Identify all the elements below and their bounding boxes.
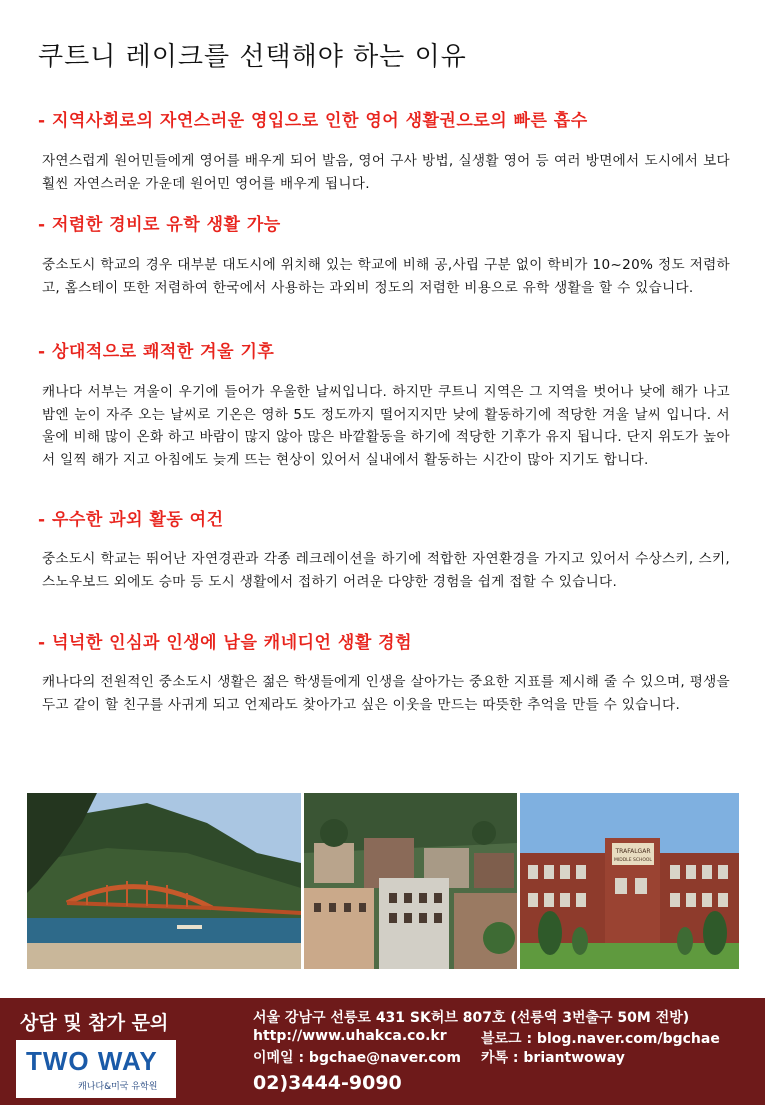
footer-title: 상담 및 참가 문의 [20, 1012, 169, 1034]
school-sign-line1: TRAFALGAR [615, 848, 651, 855]
page-title: 쿠트니 레이크를 선택해야 하는 이유 [38, 42, 467, 72]
logo-text: TWO WAY [26, 1046, 158, 1076]
section-heading-activities: - 우수한 과외 활동 여건 [38, 510, 224, 530]
contact-footer [0, 998, 765, 1105]
section-heading-cost: - 저렴한 경비로 유학 생활 가능 [38, 215, 281, 235]
photo-strip [27, 793, 739, 969]
section-heading-experience: - 넉넉한 인심과 인생에 남을 캐네디언 생활 경험 [38, 633, 413, 653]
footer-website-link[interactable]: http://www.uhakca.co.kr [253, 1028, 447, 1044]
logo-subtitle: 캐나다&미국 유학원 [78, 1082, 158, 1092]
section-body-activities: 중소도시 학교는 뛰어난 자연경관과 각종 레크레이션을 하기에 적합한 자연환경을 가지고 있어서 수상스키, 스키, 스노우보드 외에도 승마 등 도시 생활에서 접하기 어려운 다양한 경험을 쉽게 접할 수 있습니다. [42, 551, 730, 590]
section-body-climate: 캐나다 서부는 겨울이 우기에 들어가 우울한 날씨입니다. 하지만 쿠트니 지역은 그 지역을 벗어나 낮에 해가 나고 밤엔 눈이 자주 오는 날씨로 기온은 영하 5도 정도까지 떨어지지만 낮에 활동하기에 적당한 겨울 날씨 입니다. 서울에 비해 많이 온화 하고 바람이 많지 않아 많은 바깥활동을 하기에 적당한 기후가 유지 됩니다. 단지 위도가 높아서 일찍 해가 지고 아침에도 늦게 뜨는 현상이 있어서 실내에서 활동하는 시간이 많아 지기도 합니다. [42, 384, 730, 468]
footer-phone[interactable]: 02)3444-9090 [253, 1072, 402, 1094]
section-body-experience: 캐나다의 전원적인 중소도시 생활은 젊은 학생들에게 인생을 살아가는 중요한 지표를 제시해 줄 수 있으며, 평생을 두고 같이 할 친구를 사귀게 되고 언제라도 찾아가고 싶은 이웃을 만드는 따뜻한 추억을 만들 수 있습니다. [42, 674, 730, 713]
footer-kakao: 카톡 : briantwoway [481, 1050, 625, 1066]
twoway-logo [16, 1040, 176, 1098]
section-body-cost: 중소도시 학교의 경우 대부분 대도시에 위치해 있는 학교에 비해 공,사립 구분 없이 학비가 10~20% 정도 저렴하고, 홈스테이 또한 저렴하여 한국에서 사용하는 과외비 정도의 저렴한 비용으로 유학 생활을 할 수 있습니다. [42, 257, 730, 296]
section-heading-immersion: - 지역사회로의 자연스러운 영입으로 인한 영어 생활권으로의 빠른 흡수 [38, 111, 588, 131]
school-building-photo [520, 793, 739, 969]
footer-blog-link[interactable]: 블로그 : blog.naver.com/bgchae [481, 1031, 720, 1047]
section-heading-climate: - 상대적으로 쾌적한 겨울 기후 [38, 342, 275, 362]
school-sign-line2: MIDDLE SCHOOL [614, 858, 652, 863]
footer-email[interactable]: 이메일 : bgchae@naver.com [253, 1050, 461, 1066]
footer-address: 서울 강남구 선릉로 431 SK허브 807호 (선릉역 3번출구 50M 전방) [253, 1010, 690, 1026]
section-body-immersion: 자연스럽게 원어민들에게 영어를 배우게 되어 발음, 영어 구사 방법, 실생활 영어 등 여러 방면에서 도시에서 보다 훨씬 자연스러운 가운데 원어민 영어를 배우게 됩니다. [42, 153, 730, 192]
bridge-lake-photo [27, 793, 301, 969]
town-view-photo [304, 793, 517, 969]
